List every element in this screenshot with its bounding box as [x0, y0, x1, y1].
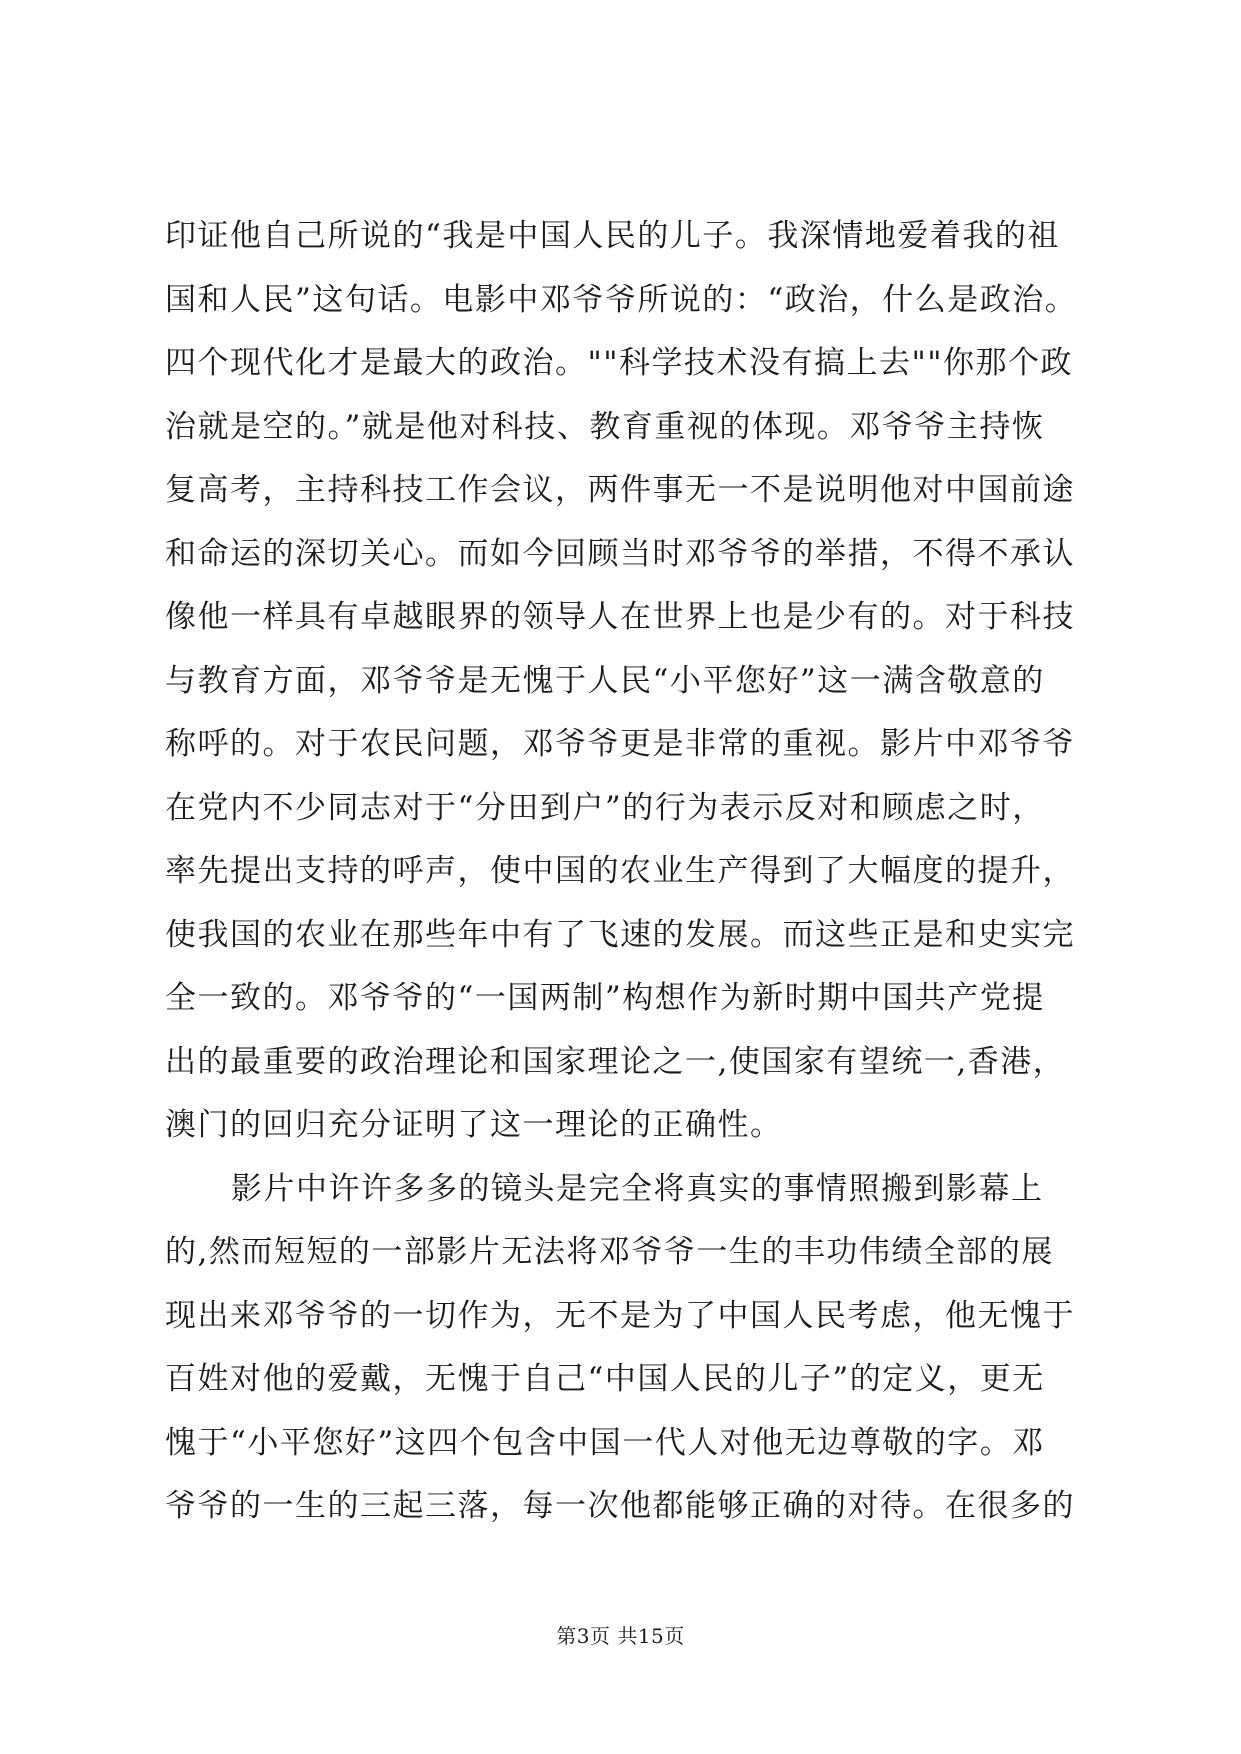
text-line: 现出来邓爷爷的一切作为，无不是为了中国人民考虑，他无愧于 — [165, 1297, 1075, 1334]
paragraph-first-line: 影片中许许多多的镜头是完全将真实的事情照搬到影幕上 — [231, 1170, 1044, 1207]
text-line: 和命运的深切关心。而如今回顾当时邓爷爷的举措，不得不承认 — [165, 535, 1075, 572]
text-line: 率先提出支持的呼声，使中国的农业生产得到了大幅度的提升， — [165, 853, 1075, 889]
text-line: 称呼的。对于农民问题，邓爷爷更是非常的重视。影片中邓爷爷 — [165, 726, 1075, 762]
text-line: 愧于“小平您好”这四个包含中国一代人对他无边尊敬的字。邓 — [165, 1424, 1045, 1461]
page-number-footer: 第3页 共15页 — [556, 1624, 685, 1648]
text-line: 治就是空的。”就是他对科技、教育重视的体现。邓爷爷主持恢 — [165, 408, 1045, 445]
text-line: 印证他自己所说的“我是中国人民的儿子。我深情地爱着我的祖 — [165, 218, 1060, 254]
text-line: 复高考，主持科技工作会议，两件事无一不是说明他对中国前途 — [165, 472, 1075, 508]
text-line: 使我国的农业在那些年中有了飞速的发展。而这些正是和史实完 — [165, 916, 1075, 953]
text-line: 在党内不少同志对于“分田到户”的行为表示反对和顾虑之时， — [165, 789, 1045, 826]
text-line: 国和人民”这句话。电影中邓爷爷所说的：“政治，什么是政治。 — [165, 281, 1078, 318]
text-line: 四个现代化才是最大的政治。""科学技术没有搞上去""你那个政 — [165, 345, 1074, 381]
text-line: 澳门的回归充分证明了这一理论的正确性。 — [165, 1107, 783, 1143]
text-line: 爷爷的一生的三起三落，每一次他都能够正确的对待。在很多的 — [165, 1488, 1075, 1524]
text-line: 出的最重要的政治理论和国家理论之一,使国家有望统一,香港， — [165, 1043, 1066, 1080]
text-line: 百姓对他的爱戴，无愧于自己“中国人民的儿子”的定义，更无 — [165, 1361, 1045, 1397]
text-line: 与教育方面，邓爷爷是无愧于人民“小平您好”这一满含敬意的 — [165, 662, 1045, 699]
text-line: 像他一样具有卓越眼界的领导人在世界上也是少有的。对于科技 — [165, 599, 1075, 635]
body-text — [165, 205, 1125, 1539]
text-line: 全一致的。邓爷爷的“一国两制”构想作为新时期中国共产党提 — [165, 980, 1045, 1016]
text-line: 的,然而短短的一部影片无法将邓爷爷一生的丰功伟绩全部的展 — [165, 1234, 1054, 1270]
